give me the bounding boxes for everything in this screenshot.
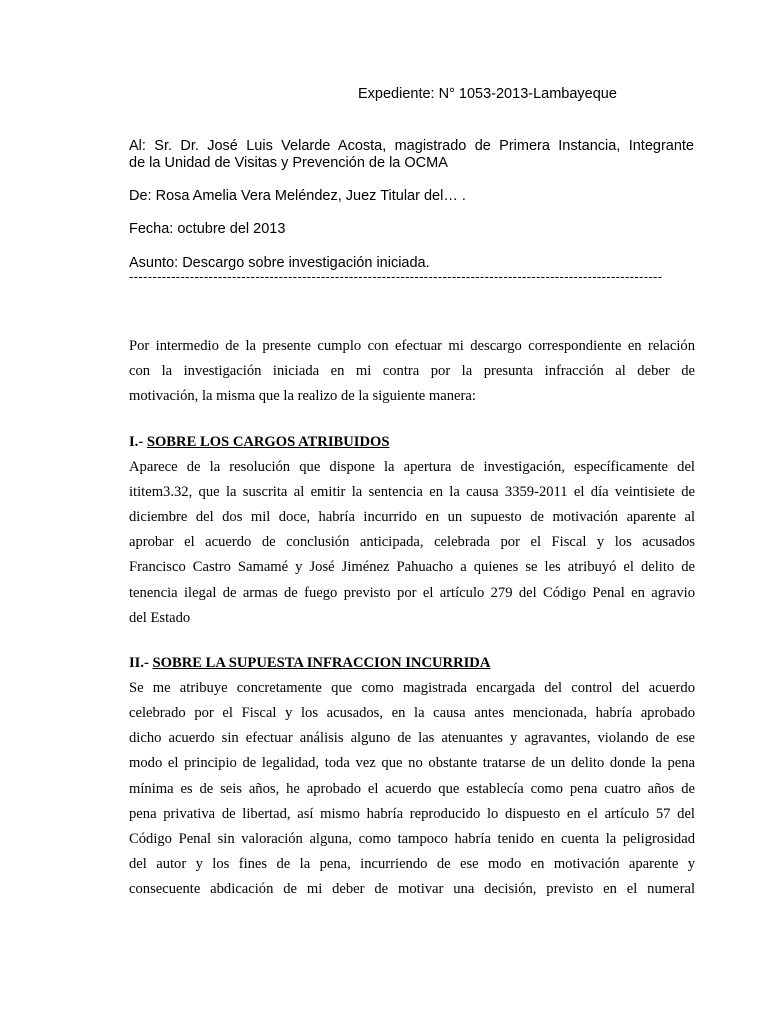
paragraph-line: motivación, la misma que la realizo de la siguiente manera: bbox=[129, 388, 476, 405]
section-heading-2 bbox=[129, 651, 695, 676]
paragraph-line: aprobar el acuerdo de conclusión anticipada, celebrada por el Fiscal y los acusados bbox=[129, 534, 695, 551]
paragraph-line: Código Penal sin valoración alguna, como tampoco habría tenido en cuenta la peligrosidad bbox=[129, 831, 695, 847]
paragraph-line: dicho acuerdo sin efectuar análisis alguno de las atenuantes y agravantes, violando de ese bbox=[129, 730, 695, 747]
date-line: Fecha: octubre del 2013 bbox=[129, 221, 286, 237]
paragraph-line: del Estado bbox=[129, 609, 191, 626]
paragraph-line: Aparece de la resolución que dispone la apertura de investigación, específicamente del bbox=[129, 458, 695, 475]
section-1-paragraph bbox=[129, 455, 695, 631]
separator-line: ------------------------------------------------------------------------------------------------------------------ bbox=[129, 269, 663, 284]
paragraph-line: con la investigación iniciada en mi contra por la presunta infracción al deber de bbox=[129, 363, 695, 380]
sender-line: De: Rosa Amelia Vera Meléndez, Juez Titular del… . bbox=[129, 188, 466, 204]
section-title: SOBRE LOS CARGOS ATRIBUIDOS bbox=[146, 433, 390, 450]
paragraph-line: del autor y los fines de la pena, incurriendo de ese modo en motivación aparente y bbox=[129, 856, 695, 873]
paragraph-line: celebrado por el Fiscal y los acusados, en la causa antes mencionada, habría aprobado bbox=[129, 705, 695, 722]
addressee-line-1: Al: Sr. Dr. José Luis Velarde Acosta, magistrado de Primera Instancia, Integrante bbox=[129, 138, 694, 154]
section-number: I.- bbox=[129, 433, 147, 450]
expediente-number: Expediente: N° 1053-2013-Lambayeque bbox=[358, 86, 617, 102]
section-title: SOBRE LA SUPUESTA INFRACCION INCURRIDA bbox=[152, 654, 491, 671]
subject-line: Asunto: Descargo sobre investigación iniciada. bbox=[129, 255, 430, 271]
section-2-paragraph bbox=[129, 676, 695, 903]
paragraph-line: consecuente abdicación de mi deber de motivar una decisión, previsto en el numeral bbox=[129, 881, 695, 898]
intro-paragraph bbox=[129, 334, 695, 410]
addressee-line-2: de la Unidad de Visitas y Prevención de la OCMA bbox=[129, 155, 448, 171]
paragraph-line: Por intermedio de la presente cumplo con efectuar mi descargo correspondiente en relación bbox=[129, 338, 695, 354]
paragraph-line: pena privativa de libertad, así mismo habría reproducido lo dispuesto en el artículo 57 del bbox=[129, 805, 695, 822]
paragraph-line: diciembre del dos mil doce, habría incurrido en un supuesto de motivación aparente al bbox=[129, 508, 695, 525]
paragraph-line: Se me atribuye concretamente que como magistrada encargada del control del acuerdo bbox=[129, 679, 695, 696]
section-number: II.- bbox=[129, 654, 153, 671]
paragraph-line: Francisco Castro Samamé y José Jiménez Pahuacho a quienes se les atribuyó el delito de bbox=[129, 559, 695, 576]
section-heading-1 bbox=[129, 430, 695, 455]
paragraph-line: modo el principio de legalidad, toda vez que no obstante tratarse de un delito donde la pena bbox=[129, 755, 695, 772]
paragraph-line: mínima es de seis años, he aprobado el acuerdo que establecía como pena cuatro años de bbox=[129, 780, 695, 797]
letter-body bbox=[129, 334, 695, 903]
paragraph-line: tenencia ilegal de armas de fuego previsto por el artículo 279 del Código Penal en agravio bbox=[129, 584, 695, 601]
paragraph-line: ititem3.32, que la suscrita al emitir la sentencia en la causa 3359-2011 el día veintisiete de bbox=[129, 483, 695, 500]
